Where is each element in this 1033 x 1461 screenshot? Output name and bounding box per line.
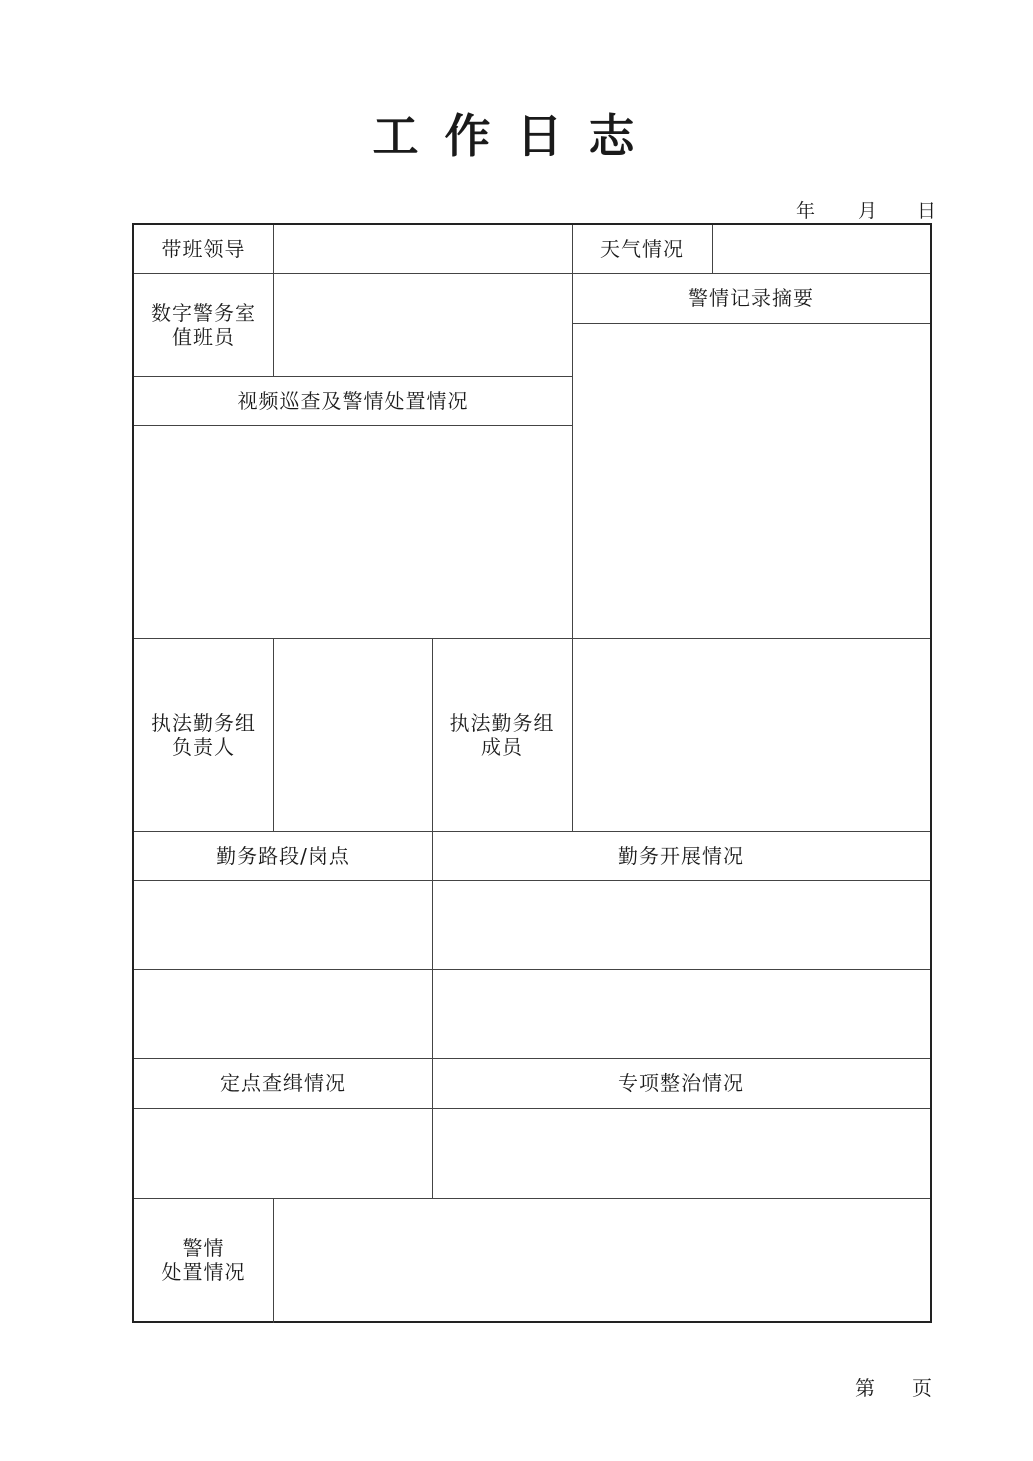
team-leader-field[interactable] [274, 639, 432, 831]
alert-handling-field[interactable] [274, 1199, 930, 1321]
fixed-check-field[interactable] [134, 1109, 432, 1198]
team-members-field[interactable] [573, 639, 930, 831]
work-log-form [132, 223, 932, 1323]
title-char: 志 [588, 109, 661, 163]
alert-handling-label-line2: 处置情况 [161, 1259, 246, 1284]
special-rectification-field[interactable] [433, 1109, 930, 1198]
duty-status-label: 勤务开展情况 [618, 843, 744, 868]
title-char: 作 [444, 109, 517, 163]
duty-officer-label-line1: 数字警务室 [151, 300, 256, 325]
title-char: 日 [516, 109, 589, 163]
team-members-label [432, 638, 572, 831]
team-leader-label-line1: 执法勤务组 [151, 710, 256, 735]
route-post-label: 勤务路段/岗点 [216, 843, 350, 868]
date-day-label: 日 [917, 200, 937, 222]
duty-status-field[interactable] [433, 970, 930, 1058]
duty-officer-field[interactable] [274, 274, 572, 376]
alert-summary-label: 警情记录摘要 [688, 286, 814, 310]
duty-officer-label-line2: 值班员 [172, 324, 235, 349]
duty-status-field[interactable] [433, 881, 930, 969]
page-number-suffix: 页 [912, 1376, 932, 1400]
special-rectification-label: 专项整治情况 [618, 1071, 744, 1095]
route-post-field[interactable] [134, 970, 432, 1058]
title-char: 工 [372, 109, 445, 163]
date-year-label: 年 [796, 200, 816, 222]
shift-leader-field[interactable] [274, 225, 572, 273]
team-leader-label [134, 638, 273, 831]
team-leader-label-line2: 负责人 [172, 734, 235, 759]
duty-officer-label [134, 273, 273, 376]
alert-handling-label [134, 1198, 273, 1321]
fixed-check-label: 定点查缉情况 [220, 1071, 346, 1095]
team-members-label-line1: 执法勤务组 [449, 710, 555, 735]
date-month-label: 月 [858, 200, 878, 222]
page-title [0, 100, 1033, 166]
route-post-field[interactable] [134, 881, 432, 969]
alert-handling-label-line1: 警情 [182, 1235, 225, 1260]
video-patrol-field[interactable] [134, 426, 572, 638]
weather-field[interactable] [713, 225, 930, 273]
page-number-prefix: 第 [855, 1376, 875, 1400]
video-patrol-label: 视频巡查及警情处置情况 [237, 388, 469, 413]
team-members-label-line2: 成员 [481, 734, 523, 759]
shift-leader-label: 带班领导 [161, 237, 246, 261]
weather-label: 天气情况 [600, 237, 684, 261]
alert-summary-field[interactable] [573, 324, 930, 638]
